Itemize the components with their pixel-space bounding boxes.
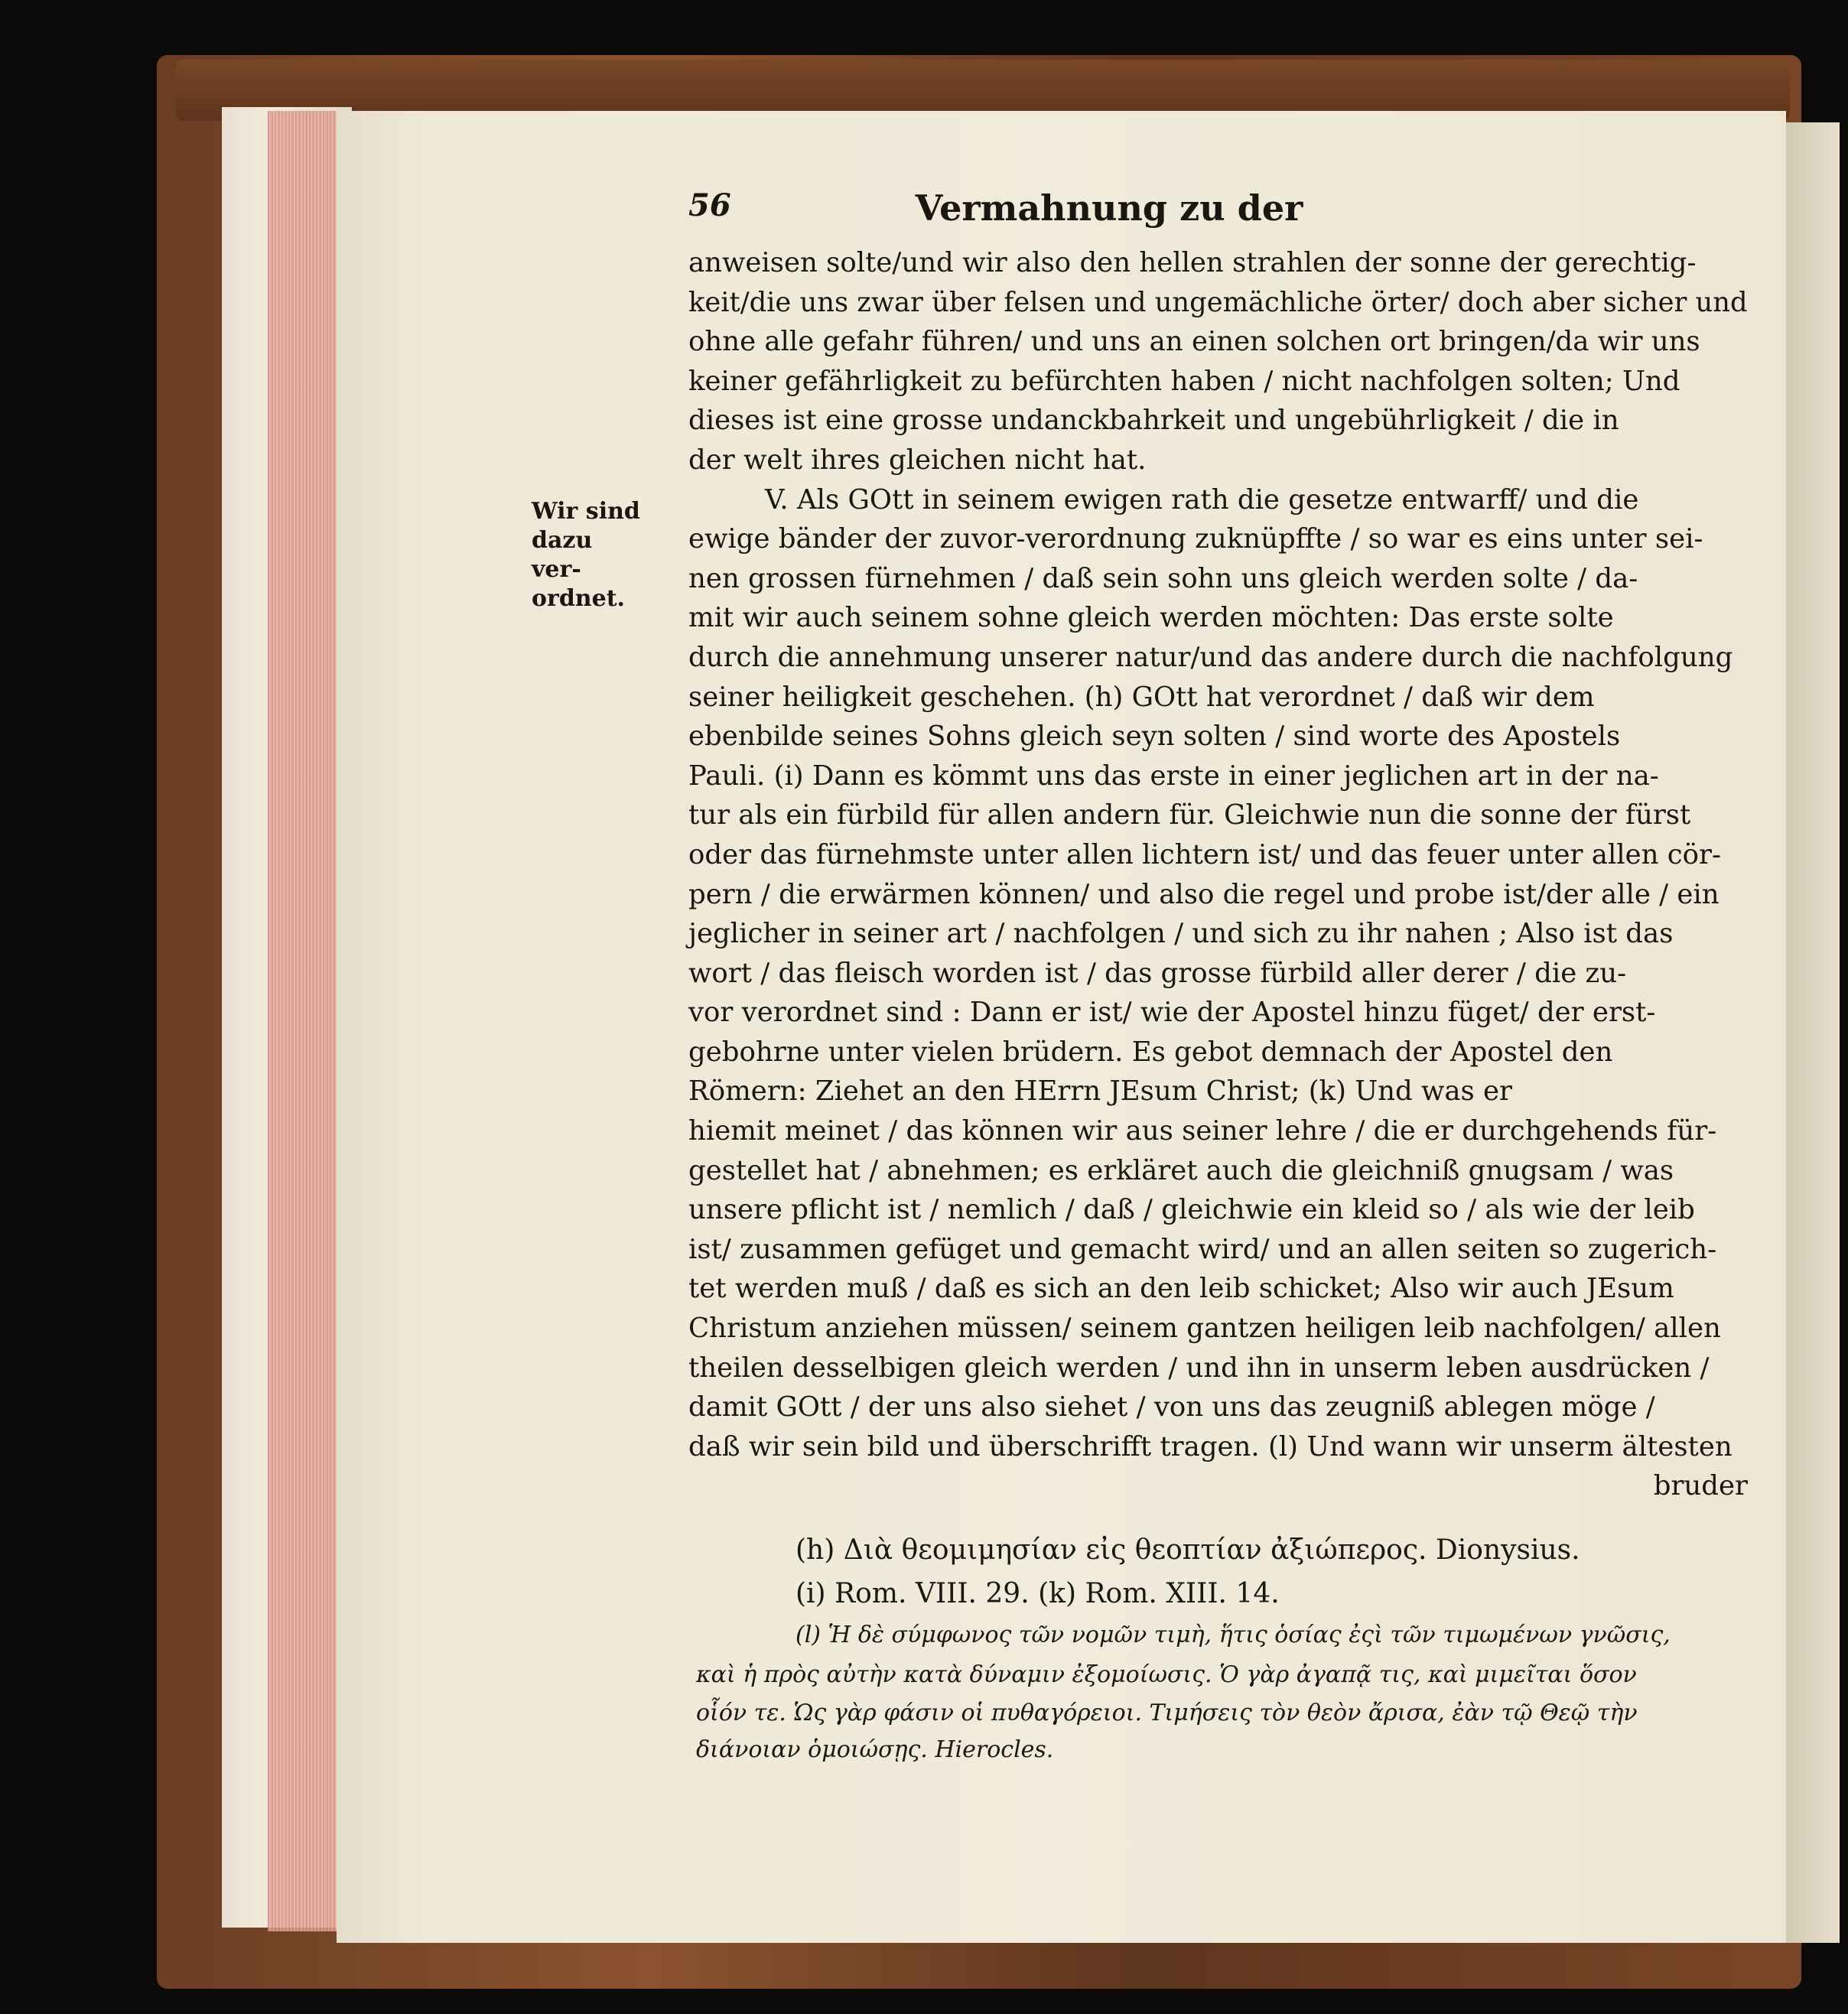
text-line: keit/die uns zwar über felsen und ungemächliche örter/ doch aber sicher und	[688, 286, 1748, 318]
text-line: damit GOtt / der uns also siehet / von uns das zeugniß ablegen möge /	[688, 1391, 1655, 1423]
text-line: ist/ zusammen gefüget und gemacht wird/ und an allen seiten so zugerich-	[688, 1233, 1717, 1265]
footnote-l-line: καὶ ἡ πρὸς αὐτὴν κατὰ δύναμιν ἐξομοίωσις. Ὁ γὰρ ἀγαπᾷ τις, καὶ μιμεῖται ὅσον	[696, 1661, 1637, 1688]
catchword: bruder	[1653, 1470, 1748, 1502]
footnote-l-line: οἷόν τε. Ὡς γὰρ φάσιν οἱ πυθαγόρειοι. Τιμήσεις τὸν θεὸν ἄρισα, ἐὰν τῷ Θεῷ τὴν	[696, 1700, 1638, 1726]
text-line: Römern: Ziehet an den HErrn JEsum Christ; (k) Und was er	[688, 1075, 1513, 1108]
page-header	[688, 187, 1530, 241]
text-line: ebenbilde seines Sohns gleich seyn solten / sind worte des Apostels	[688, 721, 1621, 753]
text-line: unsere pflicht ist / nemlich / daß / gleichwie ein kleid so / als wie der leib	[688, 1194, 1695, 1226]
footnote-i-k: (i) Rom. VIII. 29. (k) Rom. XIII. 14.	[795, 1578, 1280, 1609]
footnote-h: (h) Διὰ θεομιμησίαν εἰς θεοπτίαν ἀξιώπερος. Dionysius.	[795, 1534, 1580, 1566]
facing-page-edge	[1778, 122, 1840, 1943]
margin-note-line: dazu ver-	[532, 527, 593, 583]
text-line: Pauli. (i) Dann es kömmt uns das erste in einer jeglichen art in der na-	[688, 760, 1659, 792]
footnote-l-line: διάνοιαν ὁμοιώσῃς. Hierocles.	[696, 1736, 1054, 1763]
text-line: vor verordnet sind : Dann er ist/ wie der Apostel hinzu füget/ der erst-	[688, 997, 1656, 1029]
text-line: V. Als GOtt in seinem ewigen rath die gesetze entwarff/ und die	[765, 483, 1639, 516]
running-head: Vermahnung zu der	[915, 187, 1303, 229]
text-line: durch die annehmung unserer natur/und das andere durch die nachfolgung	[688, 641, 1733, 673]
text-line: nen grossen fürnehmen / daß sein sohn uns gleich werden solte / da-	[688, 562, 1638, 594]
text-line: gebohrne unter vielen brüdern. Es gebot demnach der Apostel den	[688, 1036, 1613, 1068]
text-line: jeglicher in seiner art / nachfolgen / und sich zu ihr nahen ; Also ist das	[688, 918, 1674, 950]
text-line: ohne alle gefahr führen/ und uns an einen solchen ort bringen/da wir uns	[688, 326, 1700, 358]
text-line: daß wir sein bild und überschrifft tragen. (l) Und wann wir unserm ältesten	[688, 1430, 1732, 1463]
text-line: anweisen solte/und wir also den hellen strahlen der sonne der gerechtig-	[688, 247, 1697, 278]
margin-note-line: Wir sind	[532, 498, 640, 525]
margin-note-line: ordnet.	[532, 585, 625, 612]
text-line: oder das fürnehmste unter allen lichtern ist/ und das feuer unter allen cör-	[688, 838, 1722, 870]
text-line: mit wir auch seinem sohne gleich werden möchten: Das erste solte	[688, 602, 1614, 634]
red-page-edges	[268, 111, 340, 1931]
text-line: theilen desselbigen gleich werden / und ihn in unserm leben ausdrücken /	[688, 1352, 1710, 1384]
text-line: ewige bänder der zuvor-verordnung zuknüpffte / so war es eins unter sei-	[688, 523, 1703, 555]
margin-note	[532, 497, 646, 613]
footnote-l-line: (l) Ἡ δὲ σύμφωνος τῶν νομῶν τιμὴ, ἥτις ὁσίας ἐςὶ τῶν τιμωμένων γνῶσις,	[795, 1622, 1671, 1648]
text-line: seiner heiligkeit geschehen. (h) GOtt hat verordnet / daß wir dem	[688, 681, 1595, 713]
text-line: hiemit meinet / das können wir aus seiner lehre / die er durchgehends für-	[688, 1115, 1717, 1147]
text-line: tet werden muß / daß es sich an den leib schicket; Also wir auch JEsum	[688, 1273, 1674, 1305]
text-line: dieses ist eine grosse undanckbahrkeit und ungebührligkeit / die in	[688, 405, 1619, 437]
body-text	[688, 243, 1748, 1506]
page-number: 56	[688, 187, 731, 223]
text-line: tur als ein fürbild für allen andern für. Gleichwie nun die sonne der fürst	[688, 799, 1691, 831]
text-line: pern / die erwärmen können/ und also die regel und probe ist/der alle / ein	[688, 878, 1719, 910]
text-line: wort / das fleisch worden ist / das grosse fürbild aller derer / die zu-	[688, 957, 1627, 989]
text-line: gestellet hat / abnehmen; es erkläret auch die gleichniß gnugsam / was	[688, 1154, 1674, 1186]
text-line: keiner gefährligkeit zu befürchten haben / nicht nachfolgen solten; Und	[688, 365, 1680, 397]
text-line: der welt ihres gleichen nicht hat.	[688, 444, 1147, 476]
text-line: Christum anziehen müssen/ seinem gantzen heiligen leib nachfolgen/ allen	[688, 1313, 1721, 1345]
